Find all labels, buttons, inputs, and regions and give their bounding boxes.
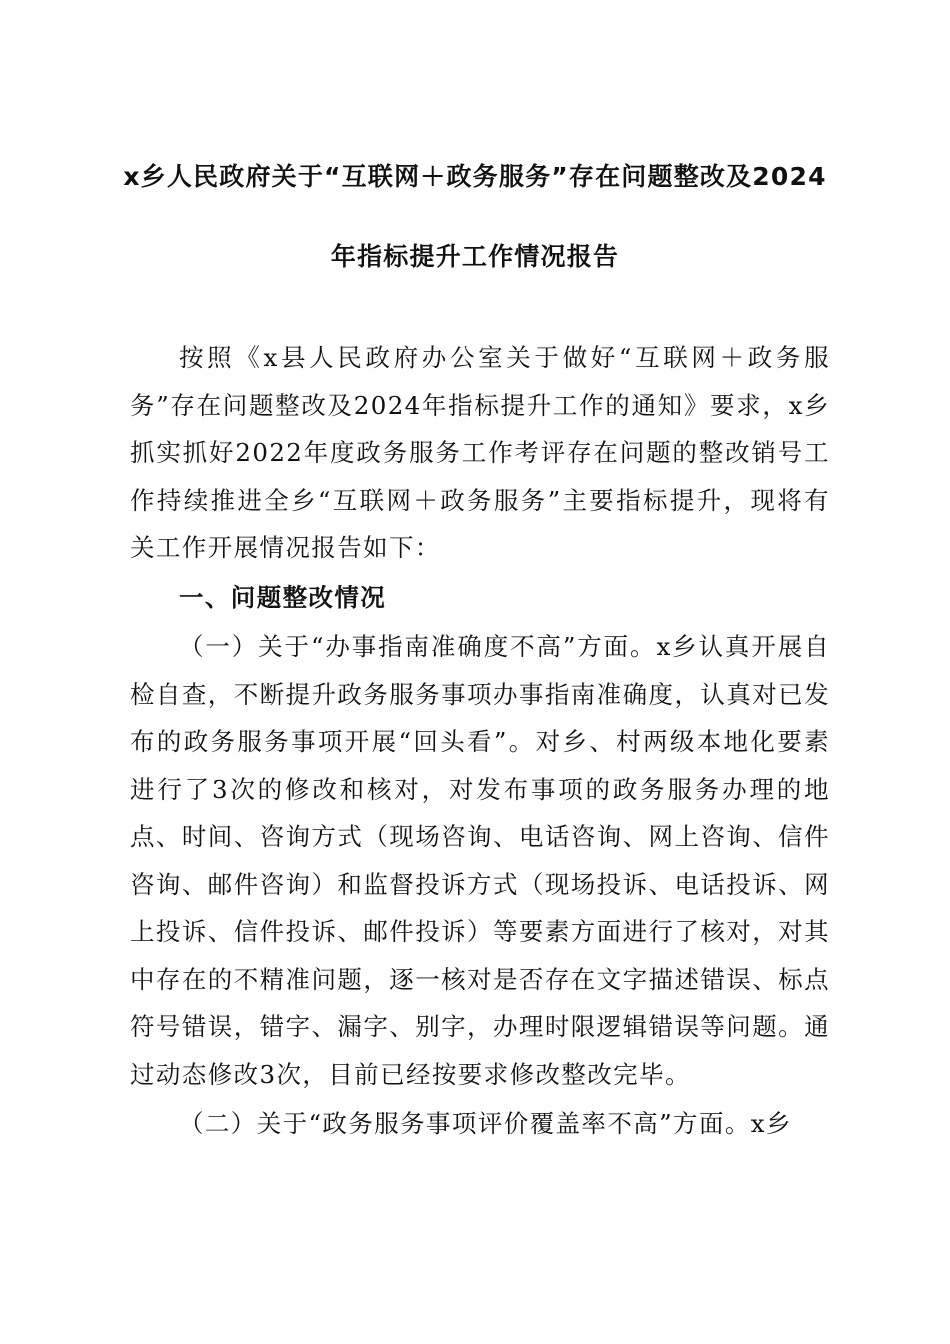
section-1-item-2-paragraph: （二）关于“政务服务事项评价覆盖率不高”方面。x乡 [179,1109,792,1138]
document-title [110,158,840,276]
title-line-2: 年指标提升工作情况报告 [330,242,620,271]
section-1-item-1-paragraph: （一）关于“办事指南准确度不高”方面。x乡认真开展自检自查，不断提升政务服务事项办事指南准确度，认真对已发布的政务服务事项开展“回头看”。对乡、村两级本地化要素进行了3次的修改和核对，对发布事项的政务服务办理的地点、时间、咨询方式（现场咨询、电话咨询、网上咨询、信件咨询、邮件咨询）和监督投诉方式（现场投诉、电话投诉、网上投诉、信件投诉、邮件投诉）等要素方面进行了核对，对其中存在的不精准问题，逐一核对是否存在文字描述错误、标点符号错误，错字、漏字、别字，办理时限逻辑错误等问题。通过动态修改3次，目前已经按要求修改整改完毕。 [130,632,830,1089]
title-line-1: x乡人民政府关于“互联网＋政务服务”存在问题整改及2024 [123,162,827,191]
intro-paragraph: 按照《x县人民政府办公室关于做好“互联网＋政务服务”存在问题整改及2024年指标提升工作的通知》要求，x乡抓实抓好2022年度政务服务工作考评存在问题的整改销号工作持续推进全乡“互联网＋政务服务”主要指标提升，现将有关工作开展情况报告如下： [130,343,830,562]
section-heading-1: 一、问题整改情况 [179,582,387,612]
document-body [130,334,830,1148]
